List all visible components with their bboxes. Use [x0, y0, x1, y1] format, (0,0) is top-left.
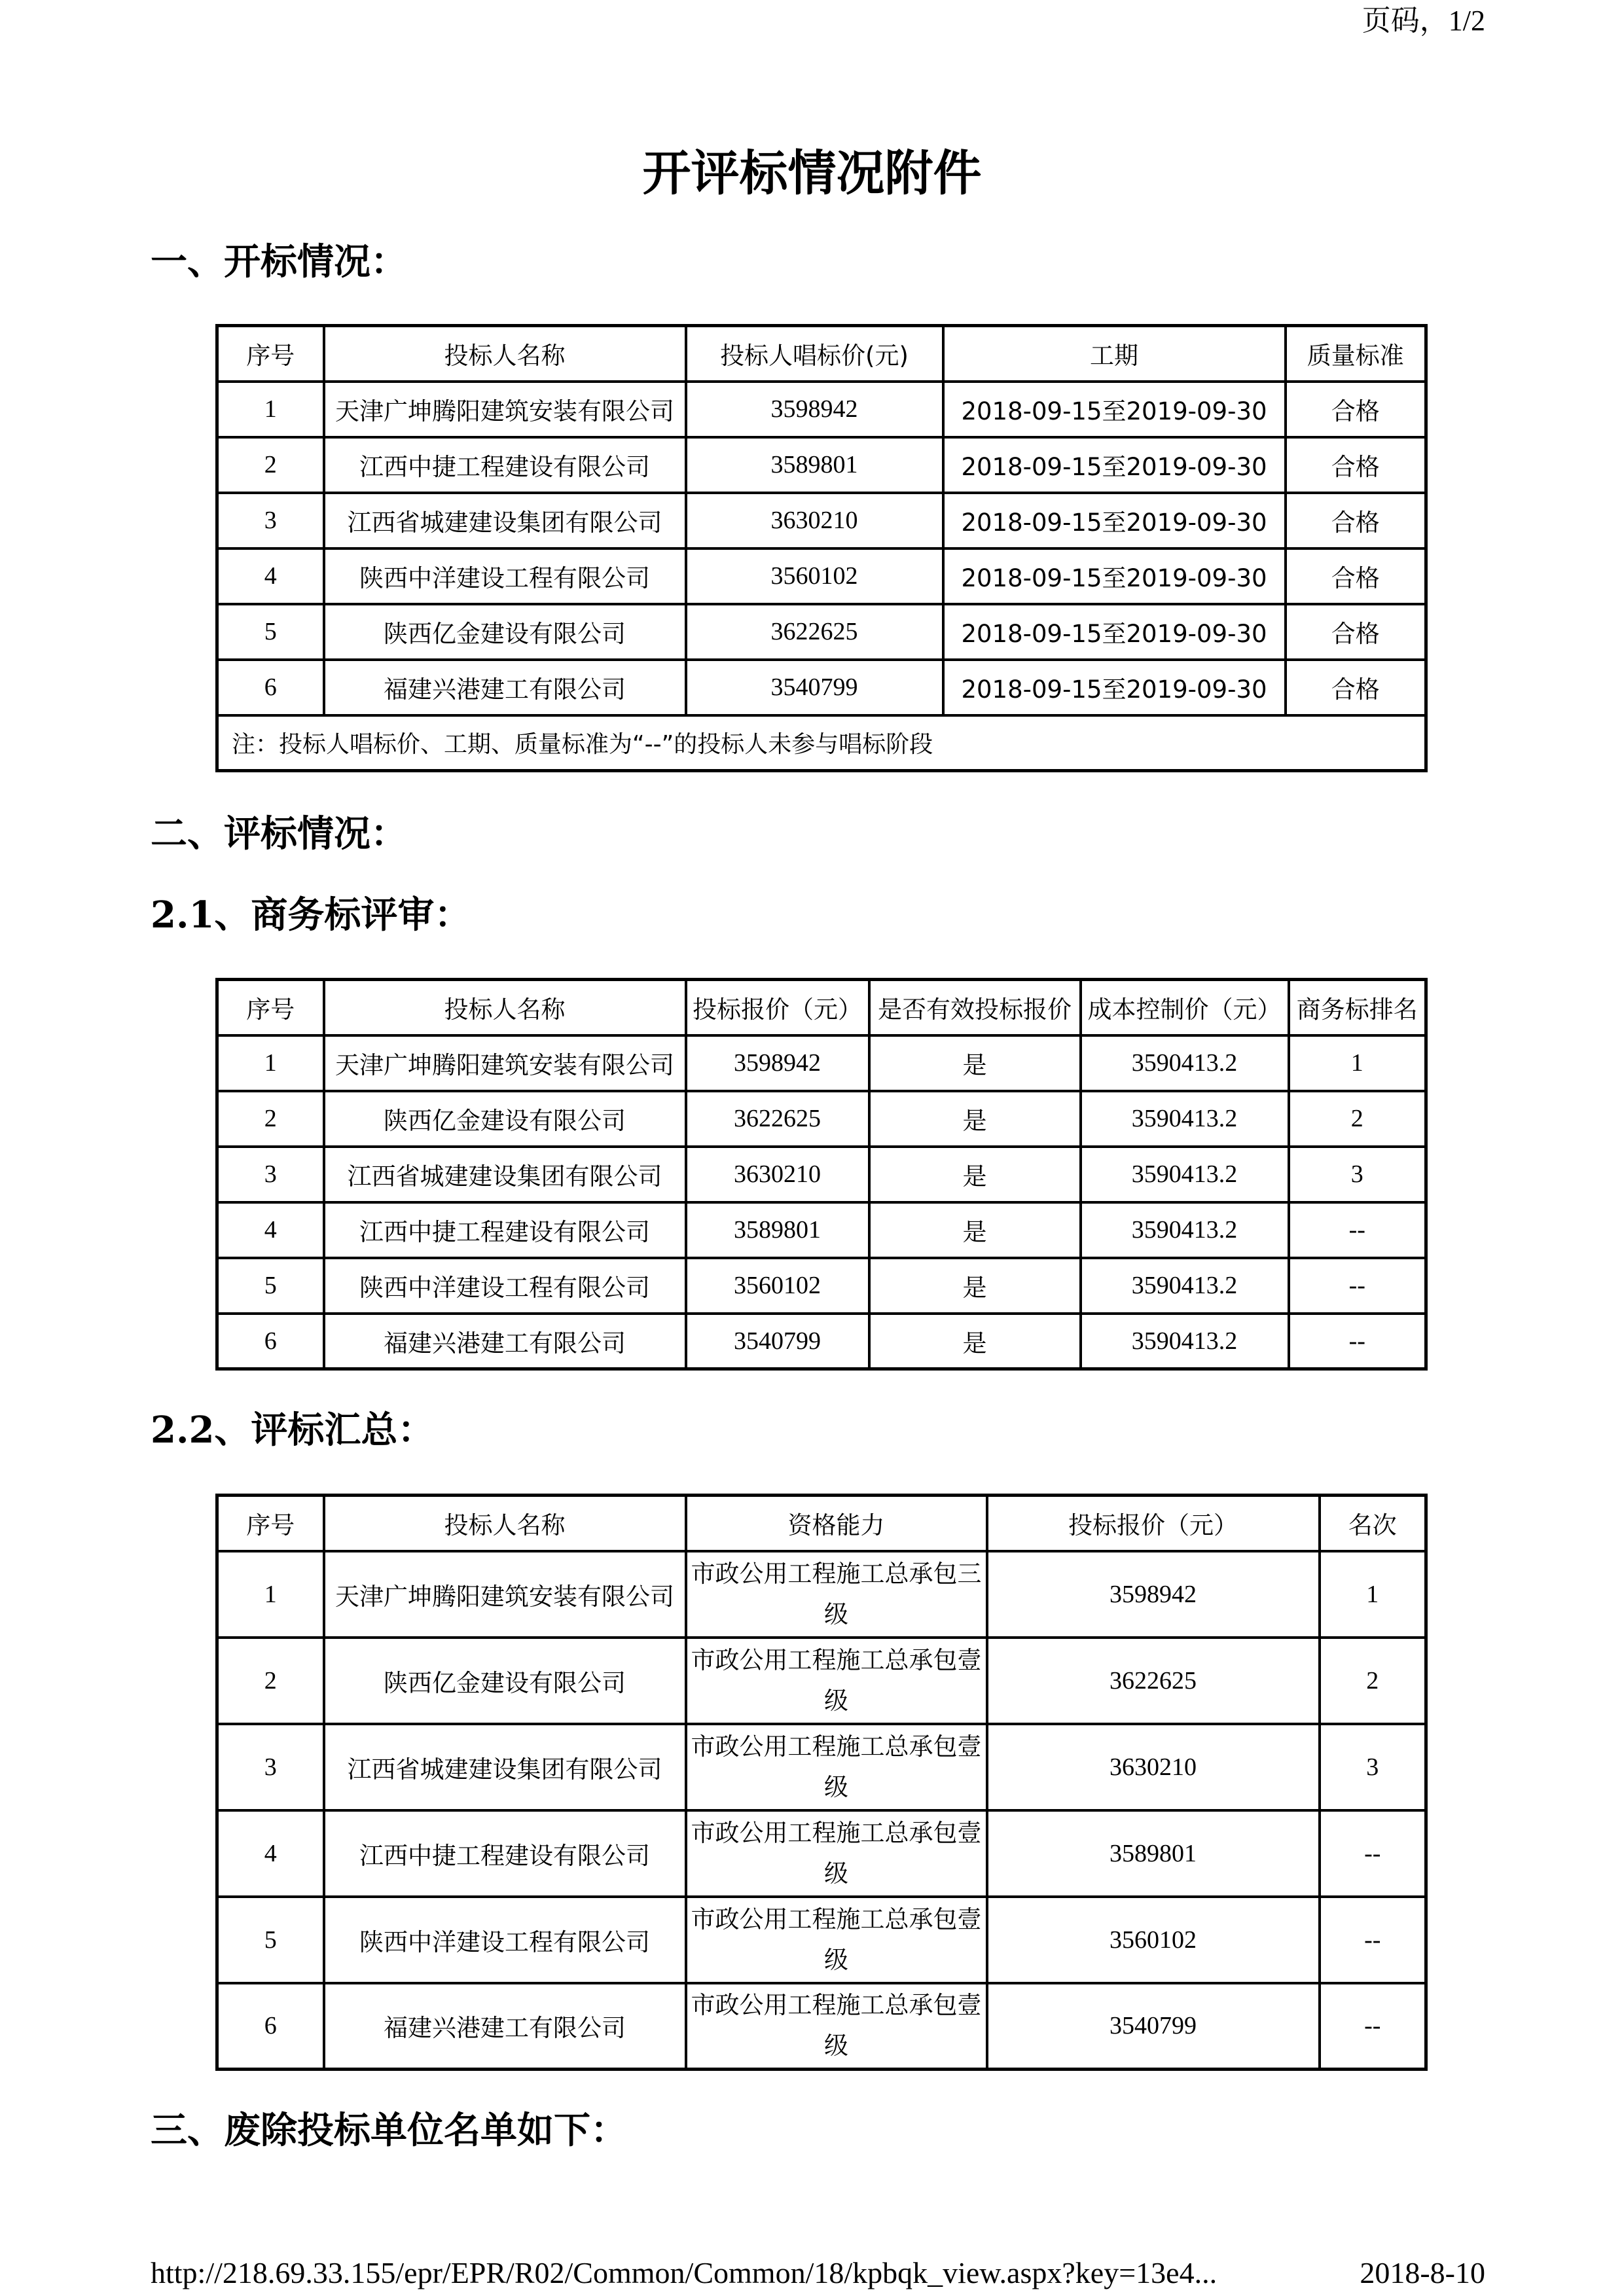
header-cell: 商务标排名 — [1289, 980, 1426, 1035]
cost-control-cell: 3590413.2 — [1081, 1147, 1289, 1202]
bid-price-cell: 3540799 — [686, 660, 943, 715]
bid-price-cell: 3630210 — [686, 493, 943, 548]
qualification-cell: 市政公用工程施工总承包三级 — [686, 1551, 987, 1638]
bidder-name-cell: 陕西中洋建设工程有限公司 — [324, 1258, 686, 1314]
bid-price-cell: 3598942 — [686, 382, 943, 437]
bid-price-cell: 3598942 — [686, 1035, 869, 1091]
bidder-name-cell: 江西中捷工程建设有限公司 — [324, 437, 686, 493]
table-row — [217, 437, 1426, 493]
table-header-row — [217, 1496, 1426, 1551]
qualification-cell: 市政公用工程施工总承包壹级 — [686, 1810, 987, 1897]
bidder-name-cell: 江西省城建建设集团有限公司 — [324, 493, 686, 548]
rank-cell: 2 — [1320, 1638, 1426, 1724]
bidder-name-cell: 福建兴港建工有限公司 — [324, 660, 686, 715]
valid-bid-cell: 是 — [869, 1314, 1081, 1369]
duration-cell: 2018-09-15至2019-09-30 — [943, 604, 1286, 660]
bid-price-cell: 3622625 — [987, 1638, 1320, 1724]
header-cell: 质量标准 — [1286, 326, 1426, 382]
table-row — [217, 1551, 1426, 1638]
seq-cell: 3 — [217, 493, 324, 548]
rank-cell: 1 — [1289, 1035, 1426, 1091]
seq-cell: 3 — [217, 1724, 324, 1810]
rank-cell: 3 — [1320, 1724, 1426, 1810]
bidder-name-cell: 江西中捷工程建设有限公司 — [324, 1810, 686, 1897]
rank-cell: 3 — [1289, 1147, 1426, 1202]
header-cell: 投标人唱标价(元) — [686, 326, 943, 382]
section-commercial-review-heading: 2.1、商务标评审： — [151, 893, 471, 937]
seq-cell: 6 — [217, 660, 324, 715]
table-row — [217, 382, 1426, 437]
header-cell: 投标报价（元） — [987, 1496, 1320, 1551]
rank-cell: -- — [1289, 1202, 1426, 1258]
rank-cell: -- — [1320, 1810, 1426, 1897]
bid-price-cell: 3622625 — [686, 1091, 869, 1147]
page-number: 页码，1/2 — [1362, 5, 1485, 37]
valid-bid-cell: 是 — [869, 1091, 1081, 1147]
seq-cell: 5 — [217, 1258, 324, 1314]
section-evaluation-heading: 二、评标情况： — [151, 812, 407, 855]
seq-cell: 2 — [217, 437, 324, 493]
header-cell: 投标报价（元） — [686, 980, 869, 1035]
table-row — [217, 493, 1426, 548]
rank-cell: -- — [1289, 1258, 1426, 1314]
cost-control-cell: 3590413.2 — [1081, 1314, 1289, 1369]
table-row — [217, 1810, 1426, 1897]
cost-control-cell: 3590413.2 — [1081, 1258, 1289, 1314]
table-row — [217, 1314, 1426, 1369]
bidder-name-cell: 福建兴港建工有限公司 — [324, 1314, 686, 1369]
quality-cell: 合格 — [1286, 604, 1426, 660]
header-cell: 序号 — [217, 326, 324, 382]
table-row — [217, 1035, 1426, 1091]
table-row — [217, 1983, 1426, 2070]
duration-cell: 2018-09-15至2019-09-30 — [943, 437, 1286, 493]
quality-cell: 合格 — [1286, 437, 1426, 493]
header-cell: 名次 — [1320, 1496, 1426, 1551]
bidder-name-cell: 陕西中洋建设工程有限公司 — [324, 1897, 686, 1983]
valid-bid-cell: 是 — [869, 1035, 1081, 1091]
bid-price-cell: 3560102 — [686, 548, 943, 604]
cost-control-cell: 3590413.2 — [1081, 1091, 1289, 1147]
valid-bid-cell: 是 — [869, 1202, 1081, 1258]
duration-cell: 2018-09-15至2019-09-30 — [943, 660, 1286, 715]
quality-cell: 合格 — [1286, 382, 1426, 437]
table-header-row — [217, 326, 1426, 382]
bid-price-cell: 3622625 — [686, 604, 943, 660]
table-row — [217, 1897, 1426, 1983]
commercial-review-table — [215, 978, 1428, 1371]
bidder-name-cell: 陕西亿金建设有限公司 — [324, 604, 686, 660]
qualification-cell: 市政公用工程施工总承包壹级 — [686, 1638, 987, 1724]
bid-price-cell: 3589801 — [686, 437, 943, 493]
duration-cell: 2018-09-15至2019-09-30 — [943, 548, 1286, 604]
bid-price-cell: 3589801 — [987, 1810, 1320, 1897]
seq-cell: 1 — [217, 1551, 324, 1638]
header-cell: 成本控制价（元） — [1081, 980, 1289, 1035]
header-cell: 工期 — [943, 326, 1286, 382]
cost-control-cell: 3590413.2 — [1081, 1202, 1289, 1258]
section-disqualified-heading: 三、废除投标单位名单如下： — [151, 2109, 627, 2152]
table-header-row — [217, 980, 1426, 1035]
cost-control-cell: 3590413.2 — [1081, 1035, 1289, 1091]
seq-cell: 2 — [217, 1091, 324, 1147]
bid-price-cell: 3540799 — [987, 1983, 1320, 2070]
section-bid-opening-heading: 一、开标情况： — [151, 240, 407, 283]
seq-cell: 4 — [217, 1202, 324, 1258]
valid-bid-cell: 是 — [869, 1147, 1081, 1202]
seq-cell: 6 — [217, 1314, 324, 1369]
qualification-cell: 市政公用工程施工总承包壹级 — [686, 1724, 987, 1810]
table-row — [217, 548, 1426, 604]
header-cell: 投标人名称 — [324, 326, 686, 382]
seq-cell: 3 — [217, 1147, 324, 1202]
footer-date: 2018-8-10 — [1360, 2256, 1485, 2289]
table-note: 注：投标人唱标价、工期、质量标准为“--”的投标人未参与唱标阶段 — [217, 715, 1426, 771]
header-cell: 投标人名称 — [324, 980, 686, 1035]
bid-opening-table — [215, 324, 1428, 772]
seq-cell: 2 — [217, 1638, 324, 1724]
table-row — [217, 1091, 1426, 1147]
seq-cell: 5 — [217, 1897, 324, 1983]
duration-cell: 2018-09-15至2019-09-30 — [943, 382, 1286, 437]
bidder-name-cell: 陕西中洋建设工程有限公司 — [324, 548, 686, 604]
rank-cell: -- — [1320, 1983, 1426, 2070]
bidder-name-cell: 江西省城建建设集团有限公司 — [324, 1724, 686, 1810]
table-note-row — [217, 715, 1426, 771]
rank-cell: -- — [1320, 1897, 1426, 1983]
footer-url[interactable]: http://218.69.33.155/epr/EPR/R02/Common/Common/18/kpbqk_view.aspx?key=13e4... — [151, 2256, 1218, 2289]
bidder-name-cell: 福建兴港建工有限公司 — [324, 1983, 686, 2070]
bidder-name-cell: 天津广坤腾阳建筑安装有限公司 — [324, 382, 686, 437]
quality-cell: 合格 — [1286, 660, 1426, 715]
bid-price-cell: 3598942 — [987, 1551, 1320, 1638]
table-row — [217, 1724, 1426, 1810]
evaluation-summary-table — [215, 1494, 1428, 2071]
valid-bid-cell: 是 — [869, 1258, 1081, 1314]
bid-price-cell: 3630210 — [987, 1724, 1320, 1810]
table-row — [217, 1258, 1426, 1314]
table-row — [217, 1638, 1426, 1724]
table-row — [217, 1147, 1426, 1202]
rank-cell: -- — [1289, 1314, 1426, 1369]
header-cell: 是否有效投标报价 — [869, 980, 1081, 1035]
table-row — [217, 604, 1426, 660]
bidder-name-cell: 天津广坤腾阳建筑安装有限公司 — [324, 1035, 686, 1091]
table-row — [217, 660, 1426, 715]
duration-cell: 2018-09-15至2019-09-30 — [943, 493, 1286, 548]
bidder-name-cell: 陕西亿金建设有限公司 — [324, 1638, 686, 1724]
seq-cell: 6 — [217, 1983, 324, 2070]
bid-price-cell: 3630210 — [686, 1147, 869, 1202]
section-evaluation-summary-heading: 2.2、评标汇总： — [151, 1408, 435, 1452]
quality-cell: 合格 — [1286, 548, 1426, 604]
header-cell: 序号 — [217, 980, 324, 1035]
bidder-name-cell: 天津广坤腾阳建筑安装有限公司 — [324, 1551, 686, 1638]
header-cell: 投标人名称 — [324, 1496, 686, 1551]
document-title: 开评标情况附件 — [642, 145, 982, 202]
bid-price-cell: 3589801 — [686, 1202, 869, 1258]
header-cell: 序号 — [217, 1496, 324, 1551]
quality-cell: 合格 — [1286, 493, 1426, 548]
qualification-cell: 市政公用工程施工总承包壹级 — [686, 1897, 987, 1983]
rank-cell: 2 — [1289, 1091, 1426, 1147]
seq-cell: 5 — [217, 604, 324, 660]
seq-cell: 4 — [217, 1810, 324, 1897]
bidder-name-cell: 江西省城建建设集团有限公司 — [324, 1147, 686, 1202]
header-cell: 资格能力 — [686, 1496, 987, 1551]
qualification-cell: 市政公用工程施工总承包壹级 — [686, 1983, 987, 2070]
bid-price-cell: 3560102 — [686, 1258, 869, 1314]
rank-cell: 1 — [1320, 1551, 1426, 1638]
seq-cell: 1 — [217, 382, 324, 437]
bid-price-cell: 3560102 — [987, 1897, 1320, 1983]
bid-price-cell: 3540799 — [686, 1314, 869, 1369]
bidder-name-cell: 陕西亿金建设有限公司 — [324, 1091, 686, 1147]
seq-cell: 4 — [217, 548, 324, 604]
table-row — [217, 1202, 1426, 1258]
seq-cell: 1 — [217, 1035, 324, 1091]
bidder-name-cell: 江西中捷工程建设有限公司 — [324, 1202, 686, 1258]
